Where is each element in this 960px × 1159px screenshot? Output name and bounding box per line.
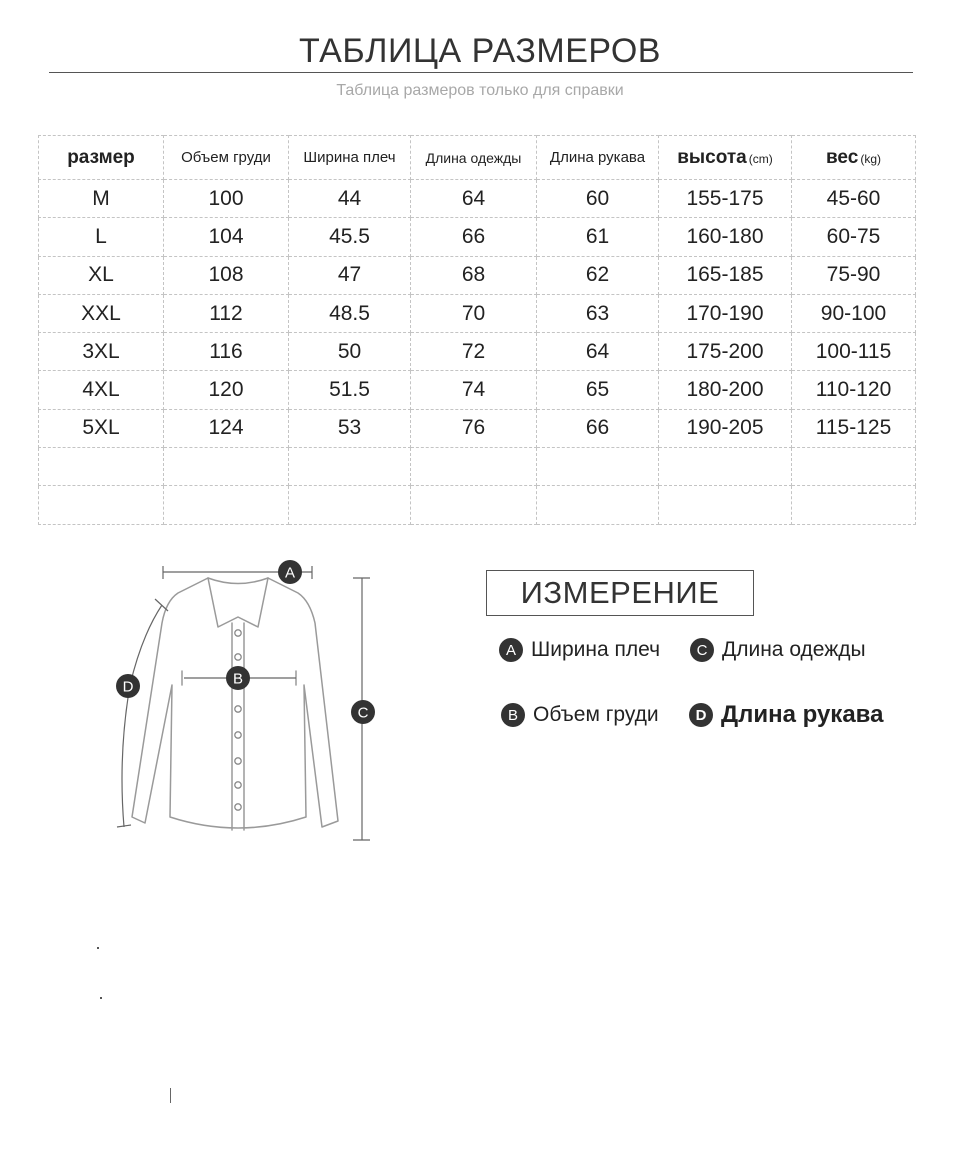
cell-size — [39, 448, 164, 486]
page-title: ТАБЛИЦА РАЗМЕРОВ — [299, 32, 661, 70]
marker-d-icon — [116, 674, 140, 698]
cell-length: 74 — [411, 371, 537, 409]
cell-length: 76 — [411, 409, 537, 447]
cell-height — [659, 448, 792, 486]
svg-text:A: A — [284, 564, 296, 582]
cell-height: 180-200 — [659, 371, 792, 409]
cell-chest: 100 — [164, 180, 289, 218]
table-row — [39, 333, 916, 371]
table-row — [39, 218, 916, 256]
table-row — [39, 371, 916, 409]
cell-shoulder — [289, 448, 411, 486]
table-header-row — [39, 136, 916, 180]
svg-text:C: C — [357, 704, 369, 722]
stray-dot — [97, 947, 99, 949]
cell-chest: 108 — [164, 256, 289, 294]
cell-height: 155-175 — [659, 180, 792, 218]
header-height: высота (cm) — [659, 136, 792, 180]
measurement-title: ИЗМЕРЕНИЕ — [486, 570, 754, 616]
legend-label: Ширина плеч — [531, 638, 661, 661]
cell-weight: 90-100 — [792, 294, 916, 332]
size-table — [38, 135, 916, 525]
cell-weight — [792, 448, 916, 486]
cell-shoulder: 51.5 — [289, 371, 411, 409]
cell-shoulder: 53 — [289, 409, 411, 447]
table-row — [39, 180, 916, 218]
letter-b-icon: B — [501, 703, 525, 727]
cell-sleeve — [537, 448, 659, 486]
cell-length: 70 — [411, 294, 537, 332]
page-subtitle: Таблица размеров только для справки — [336, 82, 624, 99]
cell-height: 160-180 — [659, 218, 792, 256]
legend-label: Длина одежды — [722, 638, 866, 661]
cell-shoulder: 50 — [289, 333, 411, 371]
table-row — [39, 448, 916, 486]
cell-chest: 120 — [164, 371, 289, 409]
cell-length — [411, 486, 537, 524]
cell-sleeve: 61 — [537, 218, 659, 256]
cell-sleeve — [537, 486, 659, 524]
cell-chest — [164, 486, 289, 524]
table-row — [39, 294, 916, 332]
marker-a-icon — [278, 560, 302, 584]
cell-shoulder — [289, 486, 411, 524]
cell-weight: 45-60 — [792, 180, 916, 218]
marker-b-icon — [226, 666, 250, 690]
cell-chest — [164, 448, 289, 486]
cell-height: 175-200 — [659, 333, 792, 371]
header-shoulder: Ширина плеч — [289, 136, 411, 180]
legend-label: Объем груди — [533, 703, 659, 726]
marker-c-icon — [351, 700, 375, 724]
header-size: размер — [39, 136, 164, 180]
cell-chest: 116 — [164, 333, 289, 371]
svg-text:B: B — [232, 670, 244, 688]
cell-size: XL — [39, 256, 164, 294]
legend-item-shoulder — [499, 638, 660, 662]
cell-weight: 110-120 — [792, 371, 916, 409]
letter-a-icon: A — [499, 638, 523, 662]
header-length: Длина одежды — [411, 136, 537, 180]
table-row — [39, 256, 916, 294]
header-weight: вес (kg) — [792, 136, 916, 180]
cell-sleeve: 65 — [537, 371, 659, 409]
sleeve-measure-line — [122, 605, 162, 827]
header-chest: Объем груди — [164, 136, 289, 180]
cell-height: 190-205 — [659, 409, 792, 447]
cell-length — [411, 448, 537, 486]
cell-length: 72 — [411, 333, 537, 371]
cell-height — [659, 486, 792, 524]
cell-weight — [792, 486, 916, 524]
cell-length: 68 — [411, 256, 537, 294]
cell-shoulder: 44 — [289, 180, 411, 218]
cell-shoulder: 48.5 — [289, 294, 411, 332]
cell-shoulder: 47 — [289, 256, 411, 294]
legend-item-chest — [501, 703, 659, 727]
letter-c-icon: C — [690, 638, 714, 662]
legend-label: Длина рукава — [721, 701, 884, 728]
cell-size: 3XL — [39, 333, 164, 371]
cell-sleeve: 64 — [537, 333, 659, 371]
cell-chest: 124 — [164, 409, 289, 447]
cell-size — [39, 486, 164, 524]
cell-sleeve: 63 — [537, 294, 659, 332]
legend-item-sleeve — [689, 701, 883, 729]
shirt-measurement-diagram — [100, 555, 390, 855]
stray-dot — [100, 997, 102, 999]
cell-size: L — [39, 218, 164, 256]
cell-sleeve: 62 — [537, 256, 659, 294]
cell-length: 64 — [411, 180, 537, 218]
cell-size: XXL — [39, 294, 164, 332]
cell-weight: 115-125 — [792, 409, 916, 447]
legend-item-length — [690, 638, 866, 662]
cell-shoulder: 45.5 — [289, 218, 411, 256]
cell-sleeve: 60 — [537, 180, 659, 218]
cell-chest: 112 — [164, 294, 289, 332]
cell-size: 5XL — [39, 409, 164, 447]
letter-d-icon: D — [689, 703, 713, 727]
table-row — [39, 409, 916, 447]
header-sleeve: Длина рукава — [537, 136, 659, 180]
svg-text:D: D — [122, 678, 134, 696]
title-divider — [49, 72, 913, 73]
cell-height: 165-185 — [659, 256, 792, 294]
cell-chest: 104 — [164, 218, 289, 256]
cell-size: 4XL — [39, 371, 164, 409]
cell-height: 170-190 — [659, 294, 792, 332]
cell-weight: 60-75 — [792, 218, 916, 256]
stray-mark — [170, 1088, 171, 1103]
cell-size: M — [39, 180, 164, 218]
cell-weight: 100-115 — [792, 333, 916, 371]
cell-weight: 75-90 — [792, 256, 916, 294]
cell-length: 66 — [411, 218, 537, 256]
table-row — [39, 486, 916, 524]
cell-sleeve: 66 — [537, 409, 659, 447]
